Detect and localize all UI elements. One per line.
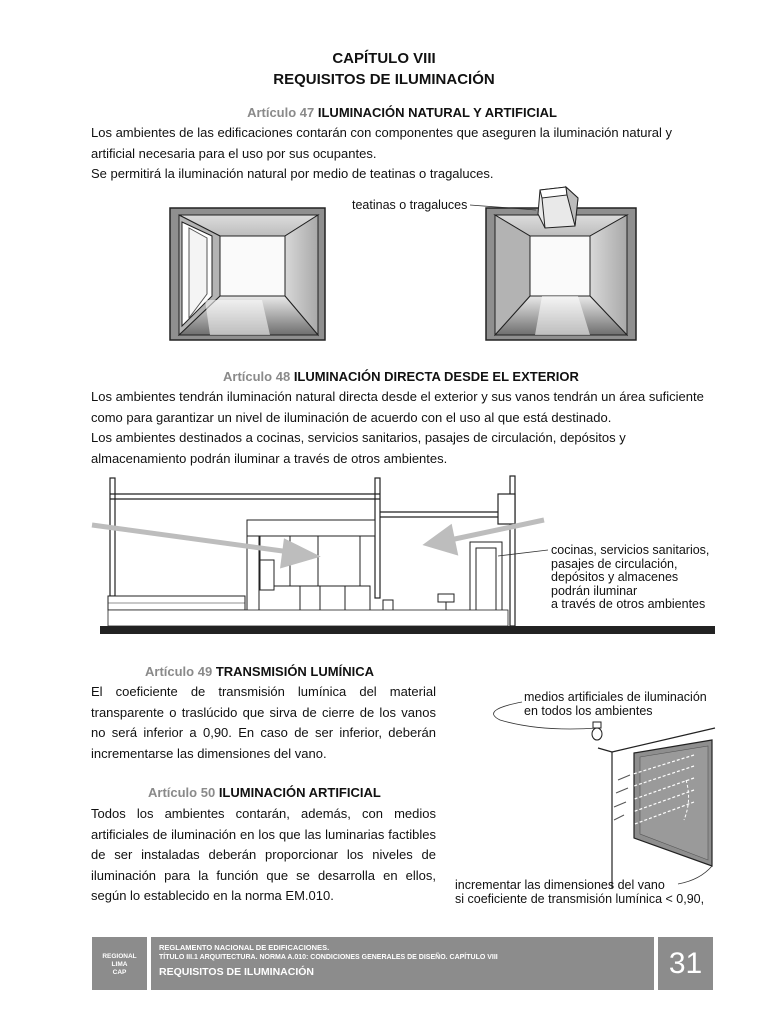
section-caption-line: depósitos y almacenes <box>551 570 679 584</box>
chapter-title: REQUISITOS DE ILUMINACIÓN <box>273 71 495 88</box>
footer-org2: LIMA <box>111 961 128 968</box>
footer-org1: REGIONAL <box>102 953 137 960</box>
artificial-light-line1: medios artificiales de iluminación <box>524 690 707 704</box>
art47-name: ILUMINACIÓN NATURAL Y ARTIFICIAL <box>317 105 557 120</box>
window-size-line2: si coeficiente de transmisión lumínica < 0,90, <box>455 891 705 906</box>
art48-name: ILUMINACIÓN DIRECTA DESDE EL EXTERIOR <box>293 369 579 384</box>
artificial-light-line2: en todos los ambientes <box>524 703 653 718</box>
art49-name: TRANSMISIÓN LUMÍNICA <box>215 664 374 679</box>
section-caption-line: a través de otros ambientes <box>551 597 706 611</box>
section-caption-line: cocinas, servicios sanitarios, <box>551 543 710 557</box>
section-caption-line: pasajes de circulación, <box>551 556 678 571</box>
section-caption-line: podrán iluminar <box>551 583 638 598</box>
art50-text: Todos los ambientes contarán, además, con medios artificiales de iluminación en los que las luminarias factibles de ser instaladas deberán proporcionar los niveles de iluminación para la función que se desarrolla en ellos, según lo establecido en la norma EM.010. <box>91 806 436 903</box>
art47-text2: Se permitirá la iluminación natural por medio de teatinas o tragaluces. <box>91 166 494 181</box>
art49-text: El coeficiente de transmisión lumínica del material transparente o traslúcido que sirva de cierre de los vanos no será inferior a 0,90. En caso de ser inferior, deberán incrementarse las dimensiones del vano. <box>91 684 436 761</box>
skylight-label: teatinas o tragaluces <box>352 198 468 212</box>
art47-num: Artículo 47 <box>247 105 315 120</box>
footer-line2: TÍTULO III.1 ARQUITECTURA. NORMA A.010: CONDICIONES GENERALES DE DISEÑO. CAPÍTULO VIII <box>159 954 498 961</box>
footer-line1: REGLAMENTO NACIONAL DE EDIFICACIONES. <box>159 943 330 952</box>
art48-text1: Los ambientes tendrán iluminación natural directa desde el exterior y sus vanos tendrán un área suficiente como para garantizar un nivel de iluminación de acuerdo con el uso al que está destinado. <box>91 389 704 425</box>
art47-text1: Los ambientes de las edificaciones contarán con componentes que aseguren la iluminación natural y artificial necesaria para el uso por sus ocupantes. <box>91 125 673 161</box>
window-size-caption <box>455 879 704 906</box>
art48-text2: Los ambientes destinados a cocinas, servicios sanitarios, pasajes de circulación, depósitos y almacenamiento podrán iluminar a través de otros ambientes. <box>91 430 626 466</box>
art50-num: Artículo 50 <box>148 785 216 800</box>
footer-org-block <box>92 937 147 990</box>
art49-num: Artículo 49 <box>145 664 213 679</box>
window-size-line1: incrementar las dimensiones del vano <box>455 878 665 892</box>
chapter-number: CAPÍTULO VIII <box>332 50 436 67</box>
art50-name: ILUMINACIÓN ARTIFICIAL <box>218 785 381 800</box>
page-number: 31 <box>658 937 713 990</box>
artificial-light-caption <box>524 691 707 718</box>
footer-line3: REQUISITOS DE ILUMINACIÓN <box>159 966 314 978</box>
footer-org3: CAP <box>112 969 127 976</box>
art48-num: Artículo 48 <box>223 369 291 384</box>
footer-title-block <box>151 937 654 990</box>
